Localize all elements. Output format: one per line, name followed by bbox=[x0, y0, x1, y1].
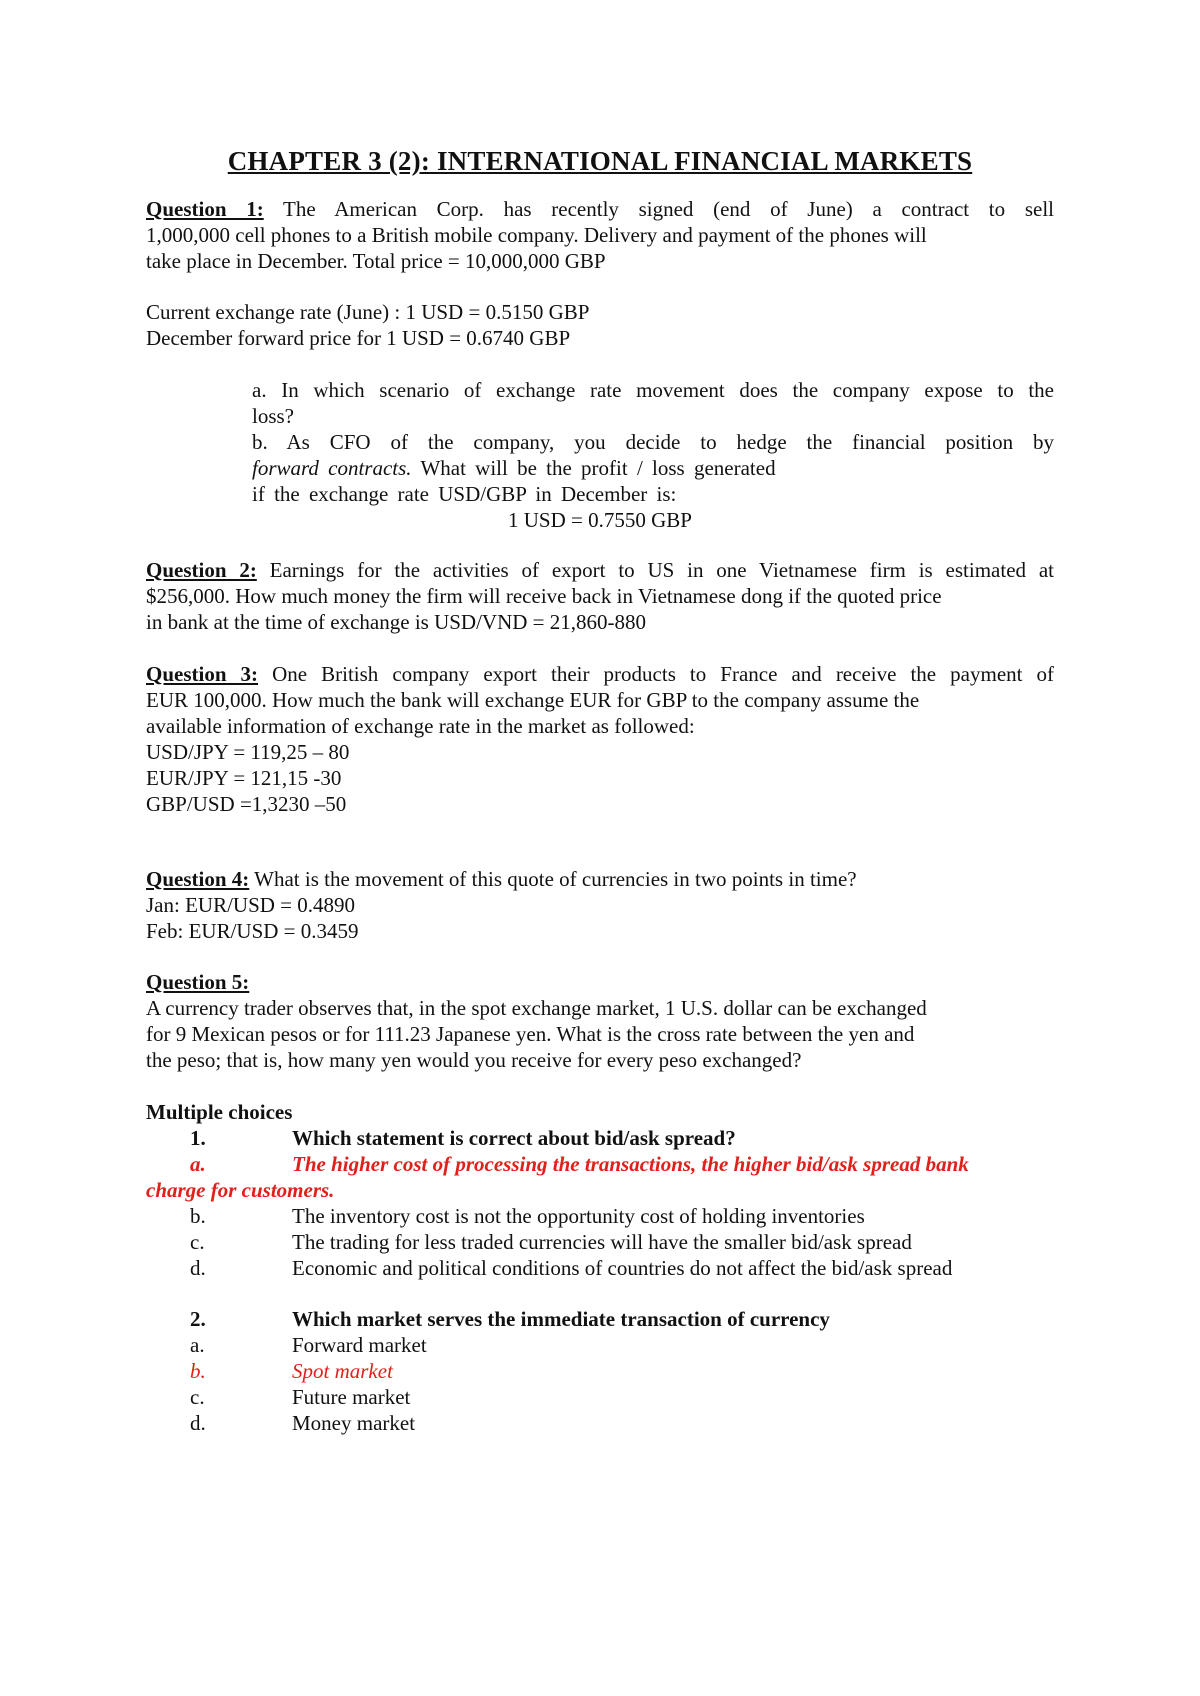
q3-text-1: One British company export their products to France and receive the payment of bbox=[272, 662, 1054, 686]
mc-heading: Multiple choices bbox=[146, 1100, 293, 1124]
mc1-option-d-letter: d. bbox=[190, 1256, 206, 1280]
mc2-option-c-text: Future market bbox=[292, 1385, 411, 1409]
mc1-option-c-text: The trading for less traded currencies will have the smaller bid/ask spread bbox=[292, 1230, 912, 1254]
mc1-option-d-text: Economic and political conditions of countries do not affect the bid/ask spread bbox=[292, 1256, 953, 1280]
mc1-option-a-text: The higher cost of processing the transactions, the higher bid/ask spread bank bbox=[292, 1152, 969, 1176]
q3-rate-eur-jpy: EUR/JPY = 121,15 -30 bbox=[146, 766, 342, 790]
mc2-question: Which market serves the immediate transaction of currency bbox=[292, 1307, 830, 1331]
q5-text-1: A currency trader observes that, in the spot exchange market, 1 U.S. dollar can be exchanged bbox=[146, 996, 927, 1020]
mc2-option-b-letter: b. bbox=[190, 1359, 206, 1383]
q1-forward-rate: December forward price for 1 USD = 0.6740 GBP bbox=[146, 326, 571, 350]
q4-feb-quote: Feb: EUR/USD = 0.3459 bbox=[146, 919, 359, 943]
q5-text-2: for 9 Mexican pesos or for 111.23 Japanese yen. What is the cross rate between the yen and bbox=[146, 1022, 915, 1046]
mc1-option-b-text: The inventory cost is not the opportunity cost of holding inventories bbox=[292, 1204, 865, 1228]
mc2-option-a-letter: a. bbox=[190, 1333, 205, 1357]
mc1-option-b-letter: b. bbox=[190, 1204, 206, 1228]
q4-label: Question 4: bbox=[146, 867, 250, 891]
q1-text-2: 1,000,000 cell phones to a British mobile company. Delivery and payment of the phones will bbox=[146, 223, 927, 247]
mc2-option-a-text: Forward market bbox=[292, 1333, 427, 1357]
q1-part-b-line-2 bbox=[252, 455, 776, 481]
q1-current-rate: Current exchange rate (June) : 1 USD = 0.5150 GBP bbox=[146, 300, 590, 324]
q1-part-a-label: a. bbox=[252, 378, 267, 402]
mc2-option-d-letter: d. bbox=[190, 1411, 206, 1435]
q1-part-b-text-3: if the exchange rate USD/GBP in December is: bbox=[252, 482, 677, 506]
q1-part-a-line-1 bbox=[252, 377, 1054, 403]
mc1-option-a-letter: a. bbox=[190, 1152, 206, 1176]
mc2-option-d-text: Money market bbox=[292, 1411, 416, 1435]
q2-text-1: Earnings for the activities of export to US in one Vietnamese firm is estimated at bbox=[269, 558, 1054, 582]
chapter-title: CHAPTER 3 (2): INTERNATIONAL FINANCIAL MARKETS bbox=[227, 146, 973, 176]
q1-part-b-text-2: What will be the profit / loss generated bbox=[420, 456, 776, 480]
q2-text-2: $256,000. How much money the firm will receive back in Vietnamese dong if the quoted price bbox=[146, 584, 942, 608]
q4-jan-quote: Jan: EUR/USD = 0.4890 bbox=[146, 893, 356, 917]
q1-part-b-text-1: As CFO of the company, you decide to hedge the financial position by bbox=[286, 430, 1055, 454]
q3-line-1 bbox=[146, 661, 1054, 687]
q4-line-1 bbox=[146, 866, 857, 892]
q1-line-1 bbox=[146, 196, 1054, 222]
q3-rate-usd-jpy: USD/JPY = 119,25 – 80 bbox=[146, 740, 350, 764]
q1-part-a-text-1: In which scenario of exchange rate movement does the company expose to the bbox=[281, 378, 1054, 402]
q2-line-1 bbox=[146, 557, 1054, 583]
q3-text-2: EUR 100,000. How much the bank will exchange EUR for GBP to the company assume the bbox=[146, 688, 920, 712]
q1-label: Question 1: bbox=[146, 197, 264, 221]
mc1-option-a-text-cont: charge for customers. bbox=[146, 1178, 335, 1202]
mc1-question: Which statement is correct about bid/ask spread? bbox=[292, 1126, 736, 1150]
q3-text-3: available information of exchange rate in the market as followed: bbox=[146, 714, 695, 738]
q3-rate-gbp-usd: GBP/USD =1,3230 –50 bbox=[146, 792, 347, 816]
q4-text-1: What is the movement of this quote of currencies in two points in time? bbox=[254, 867, 857, 891]
mc2-option-b-text: Spot market bbox=[292, 1359, 393, 1383]
mc2-number: 2. bbox=[190, 1307, 206, 1331]
q1-text-3: take place in December. Total price = 10,000,000 GBP bbox=[146, 249, 606, 273]
q1-text-1: The American Corp. has recently signed (end of June) a contract to sell bbox=[283, 197, 1054, 221]
q5-text-3: the peso; that is, how many yen would you receive for every peso exchanged? bbox=[146, 1048, 802, 1072]
mc1-option-c-letter: c. bbox=[190, 1230, 205, 1254]
mc1-number: 1. bbox=[190, 1126, 206, 1150]
q1-part-b-line-1 bbox=[252, 429, 1054, 455]
q1-part-b-rate: 1 USD = 0.7550 GBP bbox=[508, 508, 692, 532]
q3-label: Question 3: bbox=[146, 662, 259, 686]
mc2-option-c-letter: c. bbox=[190, 1385, 205, 1409]
q5-label: Question 5: bbox=[146, 970, 250, 994]
q2-text-3: in bank at the time of exchange is USD/VND = 21,860-880 bbox=[146, 610, 647, 634]
q1-part-b-italic: forward contracts. bbox=[252, 456, 412, 480]
q2-label: Question 2: bbox=[146, 558, 257, 582]
q1-part-a-text-2: loss? bbox=[252, 404, 294, 428]
q1-part-b-label: b. bbox=[252, 430, 268, 454]
